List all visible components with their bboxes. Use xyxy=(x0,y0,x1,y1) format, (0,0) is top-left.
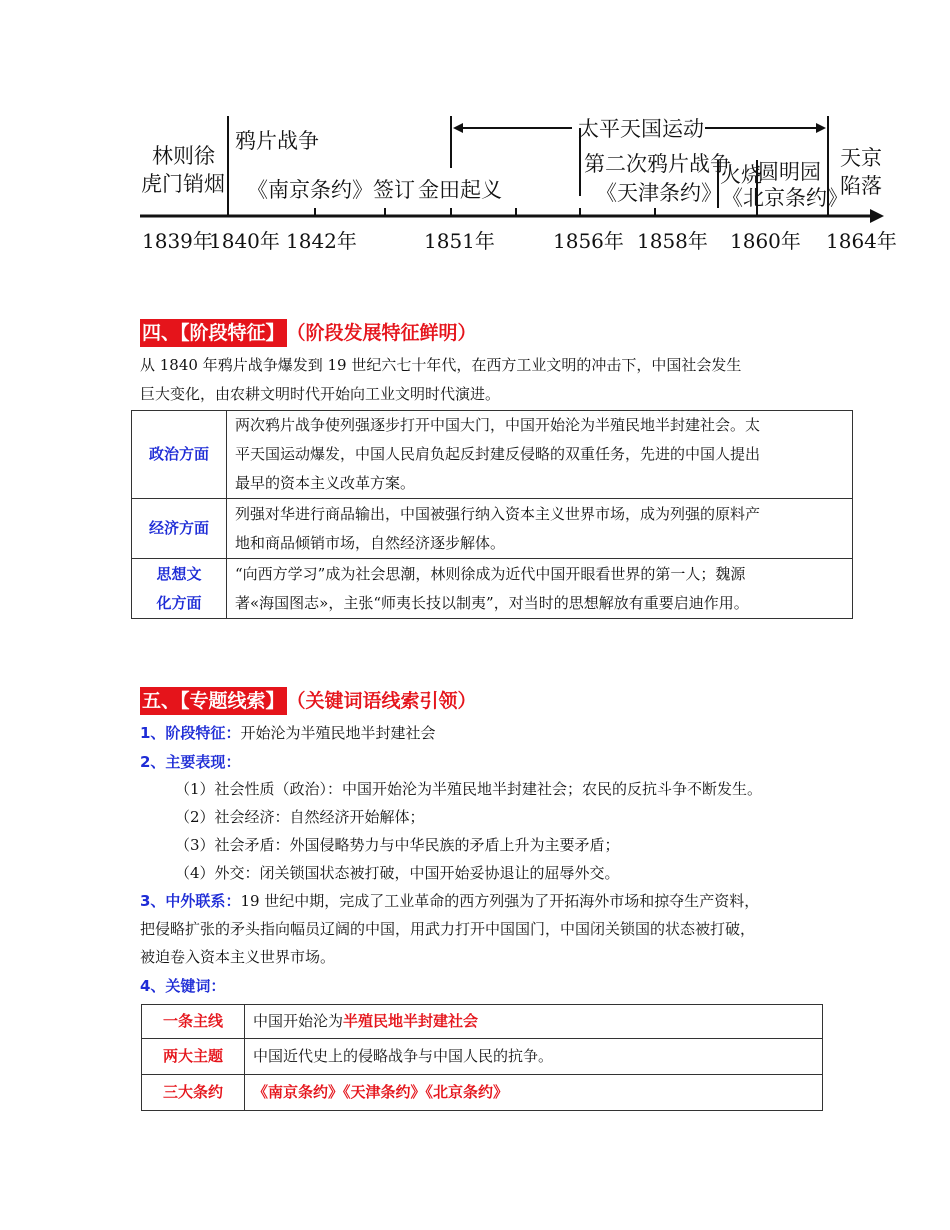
event-beijing-treaty: 《北京条约》 xyxy=(722,186,848,210)
event-second-opium-war: 第二次鸦片战争 xyxy=(584,152,731,176)
taiping-arrow-left xyxy=(453,123,463,133)
timeline-diagram xyxy=(0,0,950,300)
category-culture-1: 思想文 xyxy=(156,564,202,583)
main-performance-label: 2、主要表现： xyxy=(140,753,241,771)
category-culture xyxy=(132,559,227,619)
section4-subtitle: （阶段发展特征鲜明） xyxy=(286,322,477,344)
year-label: 1851年 xyxy=(424,229,495,253)
year-label: 1858年 xyxy=(637,229,708,253)
timeline-arrowhead xyxy=(870,209,884,223)
row-line: 两次鸦片战争使列强逐步打开中国大门，中国开始沦为半殖民地半封建社会。太 xyxy=(235,416,761,434)
foreign-link-line: 把侵略扩张的矛头指向幅员辽阔的中国，用武力打开中国国门，中国闭关锁国的状态被打破， xyxy=(140,920,756,938)
event-burn: 火烧 xyxy=(720,163,762,187)
event-opium-war: 鸦片战争 xyxy=(235,129,319,153)
row-line: 著«海国图志»，主张“师夷长技以制夷”，对当时的思想解放有重要启迪作用。 xyxy=(235,593,749,612)
keyword-key: 两大主题 xyxy=(142,1039,245,1075)
keyword-key: 三大条约 xyxy=(142,1075,245,1111)
main-performance xyxy=(140,749,240,775)
keyword-value: 中国开始沦为半殖民地半封建社会 xyxy=(245,1005,823,1039)
event-tianjing-2: 陷落 xyxy=(840,174,882,198)
row-line: 列强对华进行商品输出，中国被强行纳入资本主义世界市场，成为列强的原料产 xyxy=(235,504,761,523)
row-line: “向西方学习”成为社会思潮，林则徐成为近代中国开眼看世界的第一人；魏源 xyxy=(235,564,746,583)
section4-intro xyxy=(140,351,840,409)
keyword-value: 《南京条约》《天津条约》《北京条约》 xyxy=(245,1075,823,1111)
row-content xyxy=(227,559,853,619)
performance-item: （2）社会经济：自然经济开始解体； xyxy=(175,808,425,826)
year-label: 1842年 xyxy=(286,229,357,253)
section4-intro-line: 从 1840 年鸦片战争爆发到 19 世纪六七十年代，在西方工业文明的冲击下，中国社会发生 xyxy=(140,356,742,374)
row-content xyxy=(227,411,853,499)
year-label: 1839年 xyxy=(142,229,213,253)
timeline-year-labels xyxy=(142,229,897,253)
keywords-label: 4、关键词： xyxy=(140,977,226,995)
keyword-key: 一条主线 xyxy=(142,1005,245,1039)
event-linzexu-2: 虎门销烟 xyxy=(141,172,225,196)
stage-feature-label: 1、阶段特征： xyxy=(140,724,241,742)
section5-header xyxy=(140,686,477,716)
table-row xyxy=(132,499,853,559)
foreign-link xyxy=(140,888,759,914)
taiping-arrow-right xyxy=(816,123,826,133)
section5-tag: 五、【专题线索】 xyxy=(140,687,287,715)
event-tianjing-1: 天京 xyxy=(840,146,882,170)
table-row xyxy=(142,1005,823,1039)
table-row xyxy=(132,559,853,619)
year-label: 1856年 xyxy=(553,229,624,253)
category-economy: 经济方面 xyxy=(132,499,227,559)
foreign-link-line: 被迫卷入资本主义世界市场。 xyxy=(140,948,336,966)
performance-item: （3）社会矛盾：外国侵略势力与中华民族的矛盾上升为主要矛盾； xyxy=(175,836,620,854)
stage-feature xyxy=(140,720,435,746)
row-line: 最早的资本主义改革方案。 xyxy=(235,474,416,492)
performance-item: （4）外交：闭关锁国状态被打破，中国开始妥协退让的屈辱外交。 xyxy=(175,864,620,882)
table-row xyxy=(132,411,853,499)
event-linzexu-1: 林则徐 xyxy=(152,144,215,168)
row-line: 平天国运动爆发，中国人民肩负起反封建反侵略的双重任务，先进的中国人提出 xyxy=(235,445,761,463)
event-jintian: 金田起义 xyxy=(418,178,502,202)
keyword-value: 中国近代史上的侵略战争与中国人民的抗争。 xyxy=(245,1039,823,1075)
section4-tag: 四、【阶段特征】 xyxy=(140,319,287,347)
year-label: 1860年 xyxy=(730,229,801,253)
year-label: 1840年 xyxy=(209,229,280,253)
section5-subtitle: （关键词语线索引领） xyxy=(286,690,477,712)
row-line: 地和商品倾销市场，自然经济逐步解体。 xyxy=(235,533,506,552)
foreign-link-line: 19 世纪中期，完成了工业革命的西方列强为了开拓海外市场和掠夺生产资料， xyxy=(240,892,760,910)
event-taiping: 太平天国运动 xyxy=(578,117,704,141)
event-yuanmingyuan: 圆明园 xyxy=(758,160,821,184)
section4-header xyxy=(140,318,477,348)
foreign-link-label: 3、中外联系： xyxy=(140,892,241,910)
stage-feature-text: 开始沦为半殖民地半封建社会 xyxy=(240,724,436,742)
category-politics: 政治方面 xyxy=(132,411,227,499)
section4-table xyxy=(131,410,853,619)
row-content xyxy=(227,499,853,559)
keywords-table xyxy=(141,1004,823,1111)
section4-intro-line: 巨大变化，由农耕文明时代开始向工业文明时代演进。 xyxy=(140,385,501,403)
event-tianjin-treaty: 《天津条约》 xyxy=(596,181,722,205)
table-row xyxy=(142,1039,823,1075)
year-label: 1864年 xyxy=(826,229,897,253)
performance-item: （1）社会性质（政治）：中国开始沦为半殖民地半封建社会；农民的反抗斗争不断发生。 xyxy=(175,780,763,798)
keywords xyxy=(140,973,225,999)
event-nanjing-treaty: 《南京条约》签订 xyxy=(247,178,415,202)
table-row xyxy=(142,1075,823,1111)
category-culture-2: 化方面 xyxy=(156,593,202,612)
